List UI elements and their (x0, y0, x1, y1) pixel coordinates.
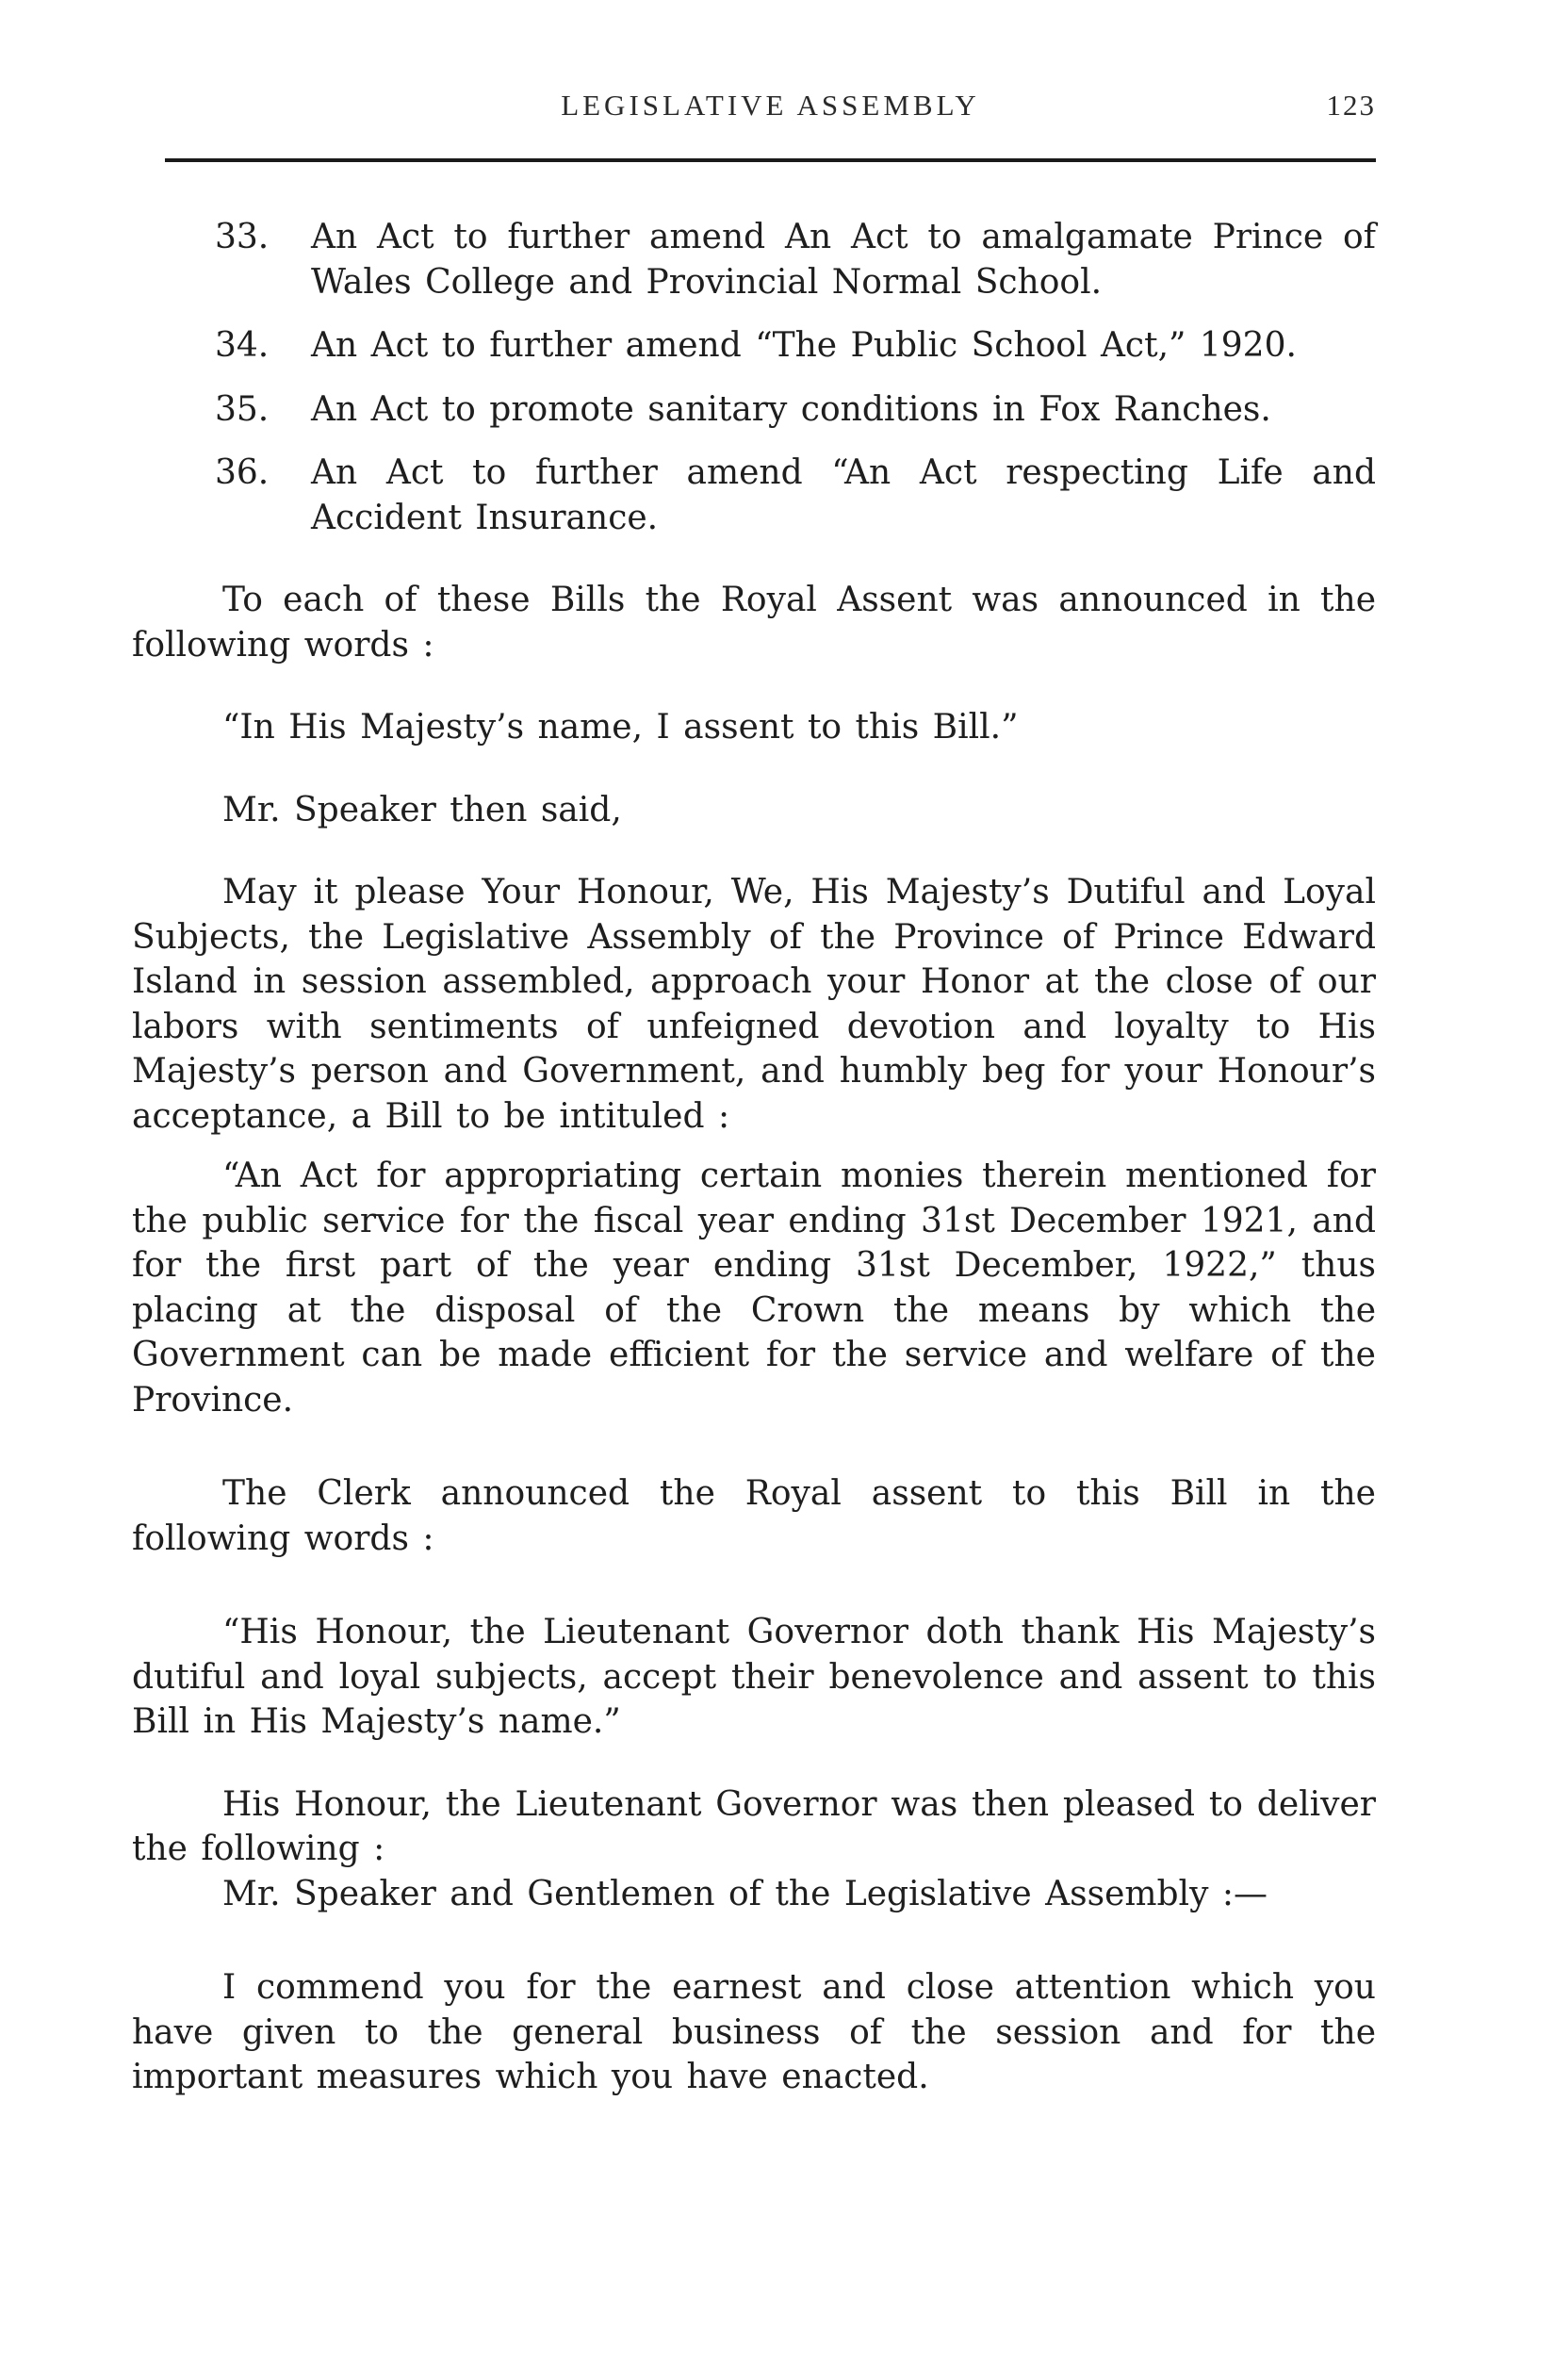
supply-bill-quote: “An Act for appropriating certain monies therein mentioned for the public service for the fiscal year ending 31st December 1921, and for the first part of the year ending 31st December, 1922,” thus placing at the disposal of the Crown the means by which the Government can be made efficient for the service and welfare of the Province. (132, 1157, 1376, 1420)
act-list (132, 215, 1376, 540)
speaker-said: Mr. Speaker then said, (222, 790, 622, 829)
running-head (165, 89, 1376, 138)
page-body (132, 215, 1376, 2100)
act-number: 35. (215, 389, 270, 429)
list-item (132, 451, 1376, 540)
act-number: 36. (215, 453, 270, 492)
royal-assent-intro: To each of these Bills the Royal Assent was announced in the following words : (132, 581, 1376, 665)
assent-formula: “In His Majesty’s name, I assent to this Bill.” (222, 708, 1019, 747)
act-number: 34. (215, 326, 270, 365)
running-title: LEGISLATIVE ASSEMBLY (561, 89, 980, 122)
speaker-address: May it please Your Honour, We, His Majesty’s Dutiful and Loyal Subjects, the Legislative Assembly of the Province of Prince Edward Island in session assembled, approach your Honor at the close of our labors with sentiments of unfeigned devotion and loyalty to His Majesty’s person and Government, and humbly beg for your Honour’s acceptance, a Bill to be intituled : (132, 873, 1376, 1136)
governor-deliver: His Honour, the Lieutenant Governor was then pleased to deliver the following : (132, 1784, 1376, 1868)
clerk-announced: The Clerk announced the Royal assent to this Bill in the following words : (132, 1474, 1376, 1558)
act-title: An Act to promote sanitary conditions in Fox Ranches. (311, 389, 1271, 429)
header-rule (165, 158, 1376, 162)
act-number: 33. (215, 218, 270, 256)
list-item (132, 387, 1376, 433)
salutation: Mr. Speaker and Gentlemen of the Legislative Assembly :— (222, 1874, 1268, 1913)
act-title: An Act to further amend An Act to amalgamate Prince of Wales College and Provincial Normal School. (311, 218, 1376, 302)
page-number: 123 (1326, 89, 1376, 122)
list-item (132, 323, 1376, 369)
commendation: I commend you for the earnest and close attention which you have given to the general business of the session and for the important measures which you have enacted. (132, 1968, 1376, 2096)
act-title: An Act to further amend “The Public School Act,” 1920. (311, 326, 1297, 365)
list-item (132, 215, 1376, 304)
governor-thanks: “His Honour, the Lieutenant Governor doth thank His Majesty’s dutiful and loyal subjects, accept their benevolence and assent to this Bill in His Majesty’s name.” (132, 1613, 1376, 1741)
act-title: An Act to further amend “An Act respecting Life and Accident Insurance. (311, 453, 1376, 537)
